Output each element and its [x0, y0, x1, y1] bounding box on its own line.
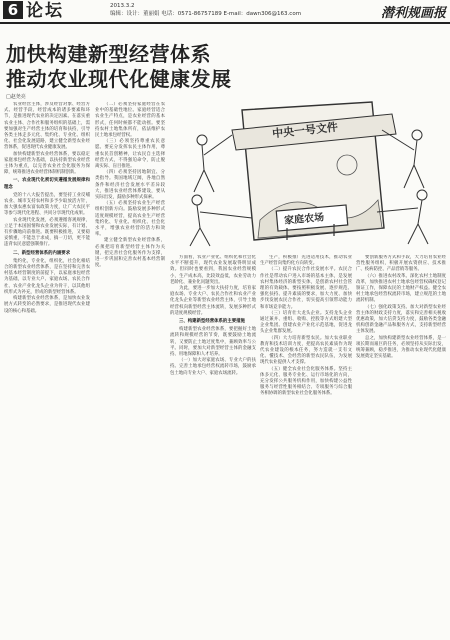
article-paragraph: 农业现代化发展，必须遵循客观规律，立足于本国国情和农业发展实际，有计划、有步骤地向前推进。既要积极推进，又要稳妥慎重，不能急于求成，搞一刀切，更不能违背农民意愿强制推行。 [4, 217, 90, 248]
article-subheading: 一、农业现代化须切实遵循发展规律和理念 [4, 178, 90, 190]
illustration-sign-text: 家庭农场 [283, 212, 325, 227]
article-paragraph: （一）加大对家庭农场、专业大户的扶持。完善土地承包经营权流转市场，鼓励承包土地向专业大户、家庭农场流转。 [170, 358, 256, 376]
article-title-line2: 推动农业现代化健康发展 [6, 67, 232, 91]
article-paragraph: （四）大力培育新型农民。加大农业职业教育和技术培训力度，把提高农民素质作为现代农业建设的根本任务，努力造就一支有文化、懂技术、会经营的新型农民队伍，为发展现代农业提供人才支撑。 [260, 335, 352, 366]
article-column-4 [260, 255, 352, 635]
article-paragraph: （五）必须坚持农业生产经营组织创新方向。鼓励发展多种形式适度规模经营，提高农业生产经营集约化、专业化、组织化、社会化水平，增强农业经营的活力和效率。 [95, 201, 165, 238]
article-title-line1: 加快构建新型经营体系 [6, 42, 211, 66]
article-paragraph: 构建新型农业经营体系，是加快农业发展方式转变的必然要求，是推进现代农业建设的核心和基础。 [4, 296, 90, 314]
article-column-5 [356, 255, 446, 635]
article-column-3 [170, 255, 256, 635]
article-paragraph: 党的十八大报告提出，要坚持工业反哺农业、城市支持农村和多予少取放活方针，加大强农惠农富农政策力度，让广大农民平等参与现代化进程、共同分享现代化成果。 [4, 192, 90, 217]
issue-date: 2013.3.2 [110, 3, 135, 9]
article-column-2 [95, 102, 165, 636]
article-paragraph: （四）必须坚持因地制宜、分类指导。我国地域辽阔，各地自然条件和经济社会发展水平差异较大，推进农业经营体系建设，要从实际出发，鼓励多种形式探索。 [95, 170, 165, 201]
article-paragraph: 生产，积极推广先进适用技术，推动农业生产经营向集约化方向转变。 [260, 255, 352, 267]
illustration-banner-text: 中央一号文件 [271, 120, 339, 141]
newspaper-masthead: 潜利规画报 [380, 6, 446, 21]
article-subheading: 三、构建新型经营体系的主要措施 [179, 319, 245, 325]
article-byline: □赵尧亮 [6, 94, 26, 100]
page-header [0, 0, 450, 24]
article-paragraph: （二）必须坚持家庭经营在农业中的基础性地位。家庭经营适合农业生产特点，是农业经营的基本形式，任何时候都不能动摇。要坚持农村土地集体所有，依法维护农民土地承包经营权。 [95, 102, 165, 139]
article-paragraph: 构建新型农业经营体系，要把握好土地流转和规模经营的节奏，既要鼓励土地流转，又要防止土地过度集中，兼顾效率与公平。同时，要加大对新型经营主体的金融支持、用地保障和人才培养。 [170, 327, 256, 358]
article-paragraph: 农业经营主体，涉及经营对象、经营方式、经营手段、经营成本的诸多要素和环节，是推进现代农业的决定因素。在落实重农业主体、合作社和服务组织的基础上，需要加强对生产经营主体的培育和扶持，引导各类主体走多元化、集约化、专业化、组织化、社会化发展道路，建立健全新型农业经营体系，促进现代农业健康发展。 [4, 102, 90, 151]
article-column-1 [4, 102, 90, 636]
article-paragraph: （六）推进农村改革。深化农村土地制度改革，加快推进农村土地承包经营权确权登记颁证工作，保障农民的土地财产权益。健全农村土地承包经营权流转市场，建立规范的土地流转机制。 [356, 273, 446, 304]
article-paragraph: （三）培育壮大龙头企业。支持龙头企业通过兼并、重组、收购、控股等方式组建大型企业集团。创建农业产业化示范基地，促进龙头企业集群发展。 [260, 310, 352, 335]
article-paragraph: 加快构建新型农业经营体系，要以稳定家庭承包经营为基础，以扶持新型农业经营主体为重点，以完善农业社会化服务为保障，统筹推进农业经营体制机制创新。 [4, 151, 90, 176]
article-paragraph: （五）健全农业社会化服务体系。坚持主体多元化、服务专业化、运行市场化的方向，充分发挥公共服务机构作用，加快构建公益性服务与经营性服务相结合、专项服务与综合服务相协调的新型农业社会化服务体系。 [260, 366, 352, 397]
section-title: 论坛 [26, 1, 64, 21]
header-meta [110, 2, 301, 18]
article-paragraph: 集约化，专业化，组织化，社会化相结合的新型农业经营体系，是在坚持和完善农村基本经营制度的前提下，以家庭承包经营为基础，以专业大户、家庭农场、农民合作社、农业产业化龙头企业为骨干，以其他组织形式为补充，形成的新型经营体系。 [4, 258, 90, 295]
page-number: 6 [3, 1, 23, 19]
article-paragraph: （二）提升农民合作社发展水平。农民合作社是带动农户进入市场的基本主体，是发展农村集体经济的新型实体，是创新农村社会管理的有效载体。要按照积极发展、逐步规范、强化扶持、提升素质的要求，加大力度、加快步伐发展农民合作社，切实提高引领带动能力和市场竞争能力。 [260, 267, 352, 310]
article-paragraph: （三）必须坚持尊重农民意愿。要充分发挥农民主体作用，尊重农民首创精神，让农民自主选择经营方式，不得强迫命令，防止脱离实际、盲目推进。 [95, 139, 165, 170]
article-paragraph: （七）强化政策支持。加大对新型农业经营主体的财政支持力度，落实和完善相关税收优惠政策，加大信贷支持力度，鼓励各类金融机构创新金融产品和服务方式，支持新型经营主体发展。 [356, 304, 446, 335]
article-subheading: 二、新型经营体系的内涵要求 [13, 250, 71, 256]
article-illustration [172, 100, 444, 250]
article-paragraph: 方面看，农业产业化、组织化和社会化水平不断提升，现代农业发展取得明显成效。但同时也要看到，我国农业经营规模小，生产成本高，比较效益低，农业劳动力老龄化、兼业化问题突出。 [170, 255, 256, 285]
editor-contact: 编辑：设计：董丽娟 电话：0571-86757189 E-mail：dawn306@163.com [110, 11, 302, 17]
article-paragraph: 建立健全新型农业经营体系，必须把培育新型经营主体作为关键，把完善社会化服务作为支撑，进一步巩固和完善农村基本经营制度。 [95, 238, 165, 269]
article-paragraph: 要创新服务方式和手段，大力培育农业经营性服务组织，积极开展农资供应、技术推广、疫病防控、产品营销等服务。 [356, 255, 446, 273]
article-paragraph: 总之，加快构建新型农业经营体系，是一项长期而艰巨的任务，必须坚持从实际出发，统筹兼顾，稳步推进，为推动农业现代化健康发展奠定坚实基础。 [356, 335, 446, 360]
article-paragraph: 为此，要进一步加大扶持力度，培育家庭农场、专业大户、农民合作社和农业产业化龙头企业等新型农业经营主体，引导土地经营权向新型经营主体流转，发展多种形式的适度规模经营。 [170, 286, 256, 316]
